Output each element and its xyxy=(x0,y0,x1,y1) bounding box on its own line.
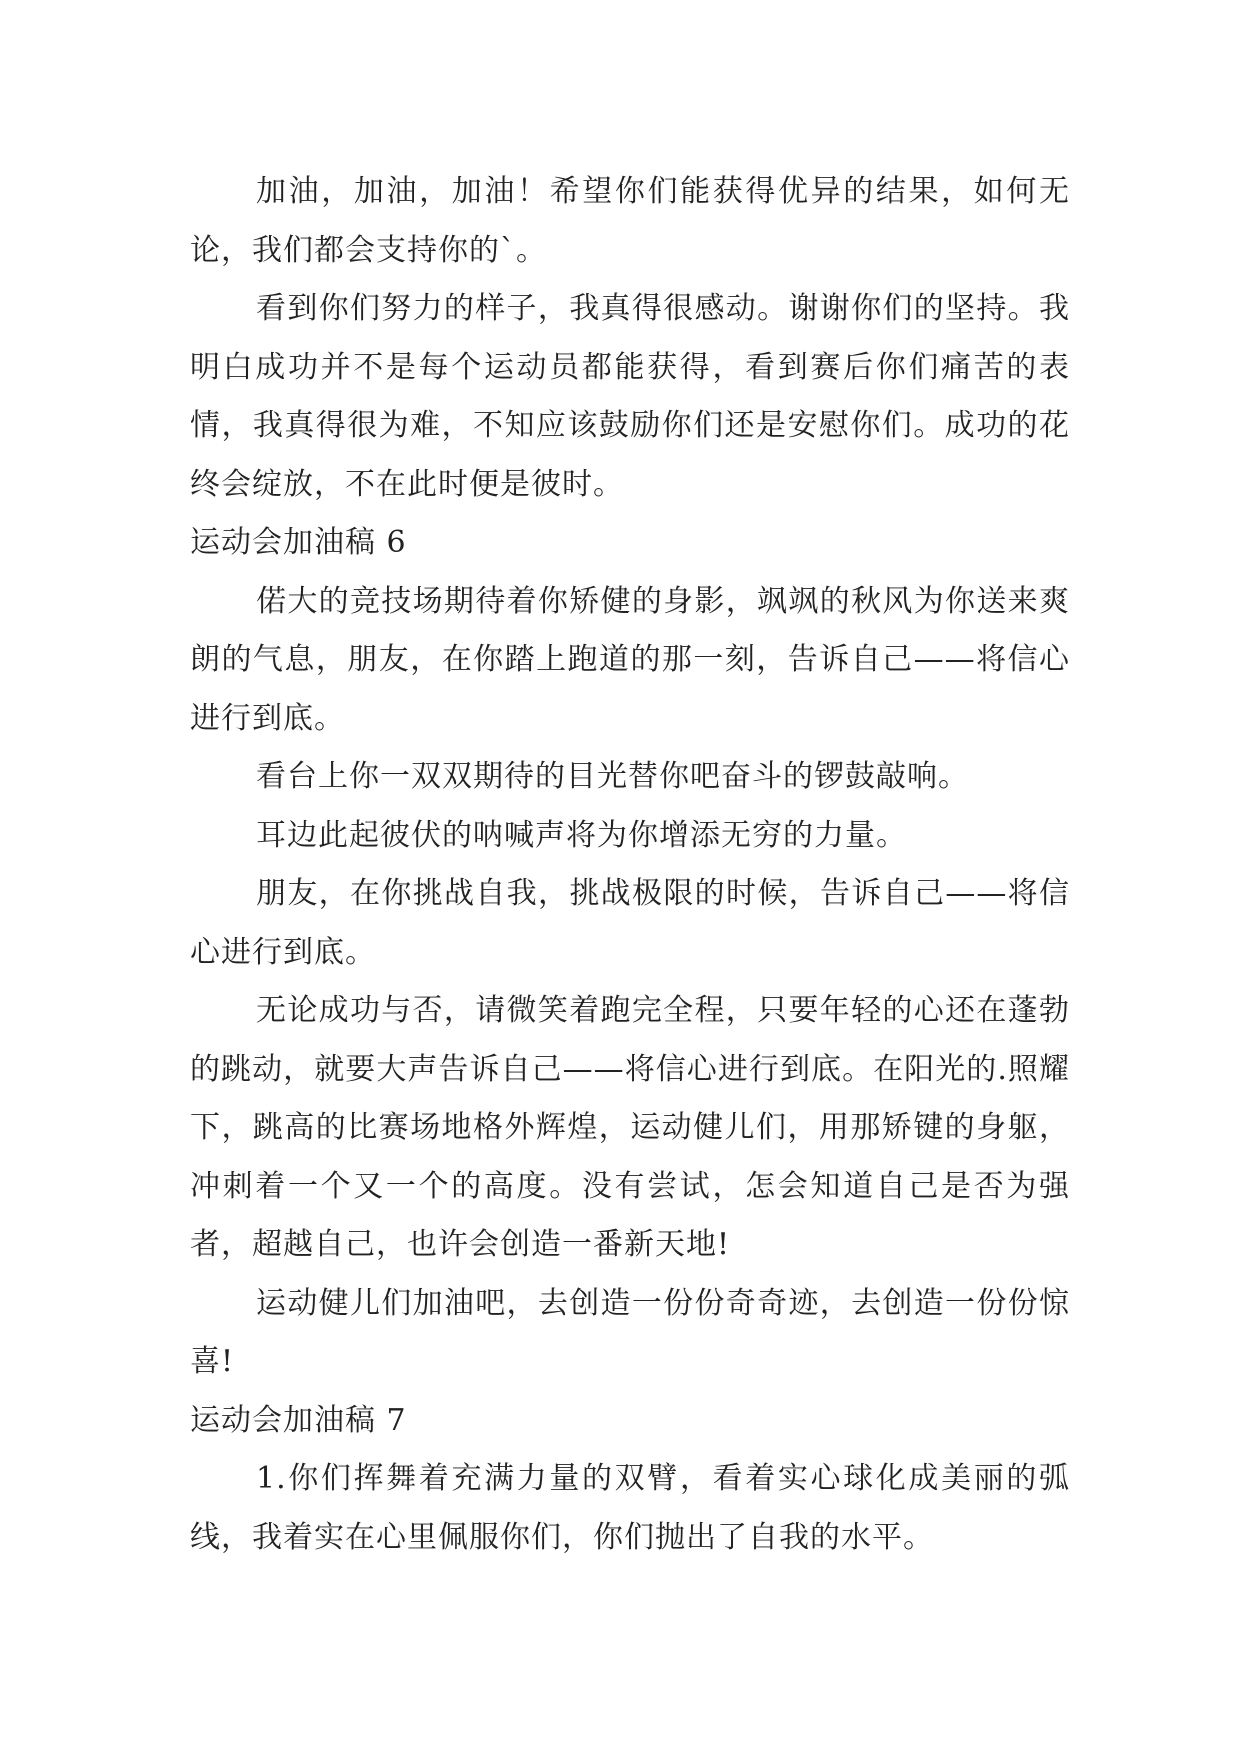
paragraph: 耳边此起彼伏的呐喊声将为你增添无穷的力量。 xyxy=(256,817,907,853)
paragraph: 运动健儿们加油吧，去创造一份份奇奇迹，去创造一份份惊喜! xyxy=(190,1285,1070,1379)
section-heading: 运动会加油稿 6 xyxy=(190,525,407,560)
paragraph: 无论成功与否，请微笑着跑完全程，只要年轻的心还在蓬勃的跳动，就要大声告诉自己——将信心进行到底。在阳光的.照耀下，跳高的比赛场地格外辉煌，运动健儿们，用那矫键的身躯，冲刺着一个又一个的高度。没有尝试，怎会知道自己是否为强者，超越自己，也许会创造一番新天地! xyxy=(190,993,1070,1262)
paragraph: 1.你们挥舞着充满力量的双臂，看着实心球化成美丽的弧线，我着实在心里佩服你们，你们抛出了自我的水平。 xyxy=(190,1461,1070,1555)
document-body xyxy=(190,163,1070,1567)
paragraph: 看台上你一双双期待的目光替你吧奋斗的锣鼓敲响。 xyxy=(256,759,969,794)
paragraph: 加油，加油，加油！希望你们能获得优异的结果，如何无论，我们都会支持你的`。 xyxy=(190,174,1070,268)
paragraph: 看到你们努力的样子，我真得很感动。谢谢你们的坚持。我明白成功并不是每个运动员都能获得，看到赛后你们痛苦的表情，我真得很为难，不知应该鼓励你们还是安慰你们。成功的花终会绽放，不在此时便是彼时。 xyxy=(190,291,1070,502)
paragraph: 朋友，在你挑战自我，挑战极限的时候，告诉自己——将信心进行到底。 xyxy=(190,876,1070,970)
section-heading: 运动会加油稿 7 xyxy=(190,1402,407,1438)
paragraph: 偌大的竞技场期待着你矫健的身影，飒飒的秋风为你送来爽朗的气息，朋友，在你踏上跑道的那一刻，告诉自己——将信心进行到底。 xyxy=(190,583,1070,736)
